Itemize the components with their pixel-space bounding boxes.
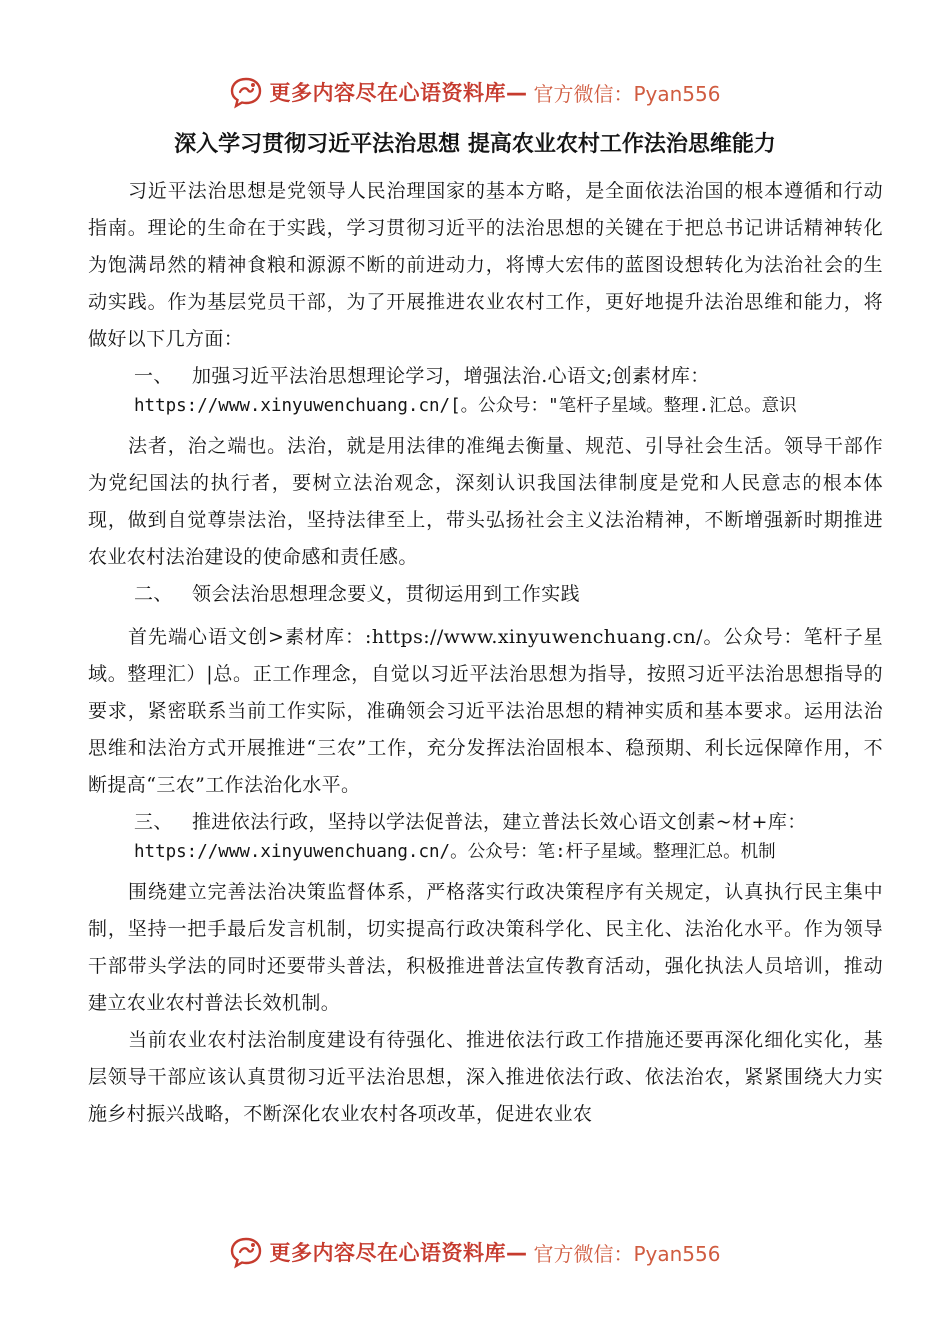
- section-heading-text-3: 推进依法行政，坚持以学法促普法，建立普法长效心语文创素~材+库：: [192, 811, 807, 833]
- document-body: [88, 173, 883, 1133]
- section-number-1: 一、: [134, 365, 173, 387]
- section-heading-3: [88, 806, 883, 839]
- section-heading-1: [88, 360, 883, 393]
- section-body-3a: 围绕建立完善法治决策监督体系，严格落实行政决策程序有关规定，认真执行民主集中制，坚持一把手最后发言机制，切实提高行政决策科学化、民主化、法治化水平。作为领导干部带头学法的同时还要带头普法，积极推进普法宣传教育活动，强化执法人员培训，推动建立农业农村普法长效机制。: [88, 881, 883, 1014]
- section-heading-text-2: 领会法治思想理念要义，贯彻运用到工作实践: [192, 583, 581, 605]
- banner-text: 更多内容尽在心语资料库—: [269, 81, 528, 105]
- header-watermark-banner: [0, 68, 950, 116]
- document-title: 深入学习贯彻习近平法治思想 提高农业农村工作法治思维能力: [174, 132, 776, 157]
- section-heading-continuation-1: https://www.xinyuwenchuang.cn/[。公众号："笔杆子星域。整理.汇总。意识: [134, 396, 797, 416]
- footer-watermark-banner: [0, 1228, 950, 1276]
- speech-bubble-logo-icon: [229, 75, 263, 109]
- banner-contact: 官方微信：Pyan556: [533, 81, 721, 106]
- banner-text: 更多内容尽在心语资料库—: [269, 1241, 528, 1265]
- speech-bubble-logo-icon: [229, 1235, 263, 1269]
- section-body-2: 首先端心语文创>素材库：:https://www.xinyuwenchuang.cn/。公众号：笔杆子星域。整理汇）|总。正工作理念，自觉以习近平法治思想为指导，按照习近平法治思想指导的要求，紧密联系当前工作实际，准确领会习近平法治思想的精神实质和基本要求。运用法治思维和法治方式开展推进“三农”工作，充分发挥法治固根本、稳预期、利长远保障作用，不断提高“三农”工作法治化水平。: [88, 626, 883, 796]
- section-body-3b: 当前农业农村法治制度建设有待强化、推进依法行政工作措施还要再深化细化实化，基层领导干部应该认真贯彻习近平法治思想，深入推进依法行政、依法治农，紧紧围绕大力实施乡村振兴战略，不断深化农业农村各项改革，促进农业农: [88, 1029, 883, 1125]
- section-number-3: 三、: [134, 811, 173, 833]
- banner-contact: 官方微信：Pyan556: [533, 1241, 721, 1266]
- section-heading-continuation-3: https://www.xinyuwenchuang.cn/。公众号：笔:杆子星域。整理汇总。机制: [134, 842, 776, 862]
- section-heading-2: [88, 578, 883, 611]
- section-number-2: 二、: [134, 583, 173, 605]
- intro-paragraph: 习近平法治思想是党领导人民治理国家的基本方略，是全面依法治国的根本遵循和行动指南。理论的生命在于实践，学习贯彻习近平的法治思想的关键在于把总书记讲话精神转化为饱满昂然的精神食粮和源源不断的前进动力，将博大宏伟的蓝图设想转化为法治社会的生动实践。作为基层党员干部，为了开展推进农业农村工作，更好地提升法治思维和能力，将做好以下几方面：: [88, 180, 883, 350]
- section-heading-text-1: 加强习近平法治思想理论学习，增强法治.心语文;创素材库：: [192, 365, 710, 387]
- section-body-1: 法者，治之端也。法治，就是用法律的准绳去衡量、规范、引导社会生活。领导干部作为党纪国法的执行者，要树立法治观念，深刻认识我国法律制度是党和人民意志的根本体现，做到自觉尊崇法治，坚持法律至上，带头弘扬社会主义法治精神，不断增强新时期推进农业农村法治建设的使命感和责任感。: [88, 435, 883, 568]
